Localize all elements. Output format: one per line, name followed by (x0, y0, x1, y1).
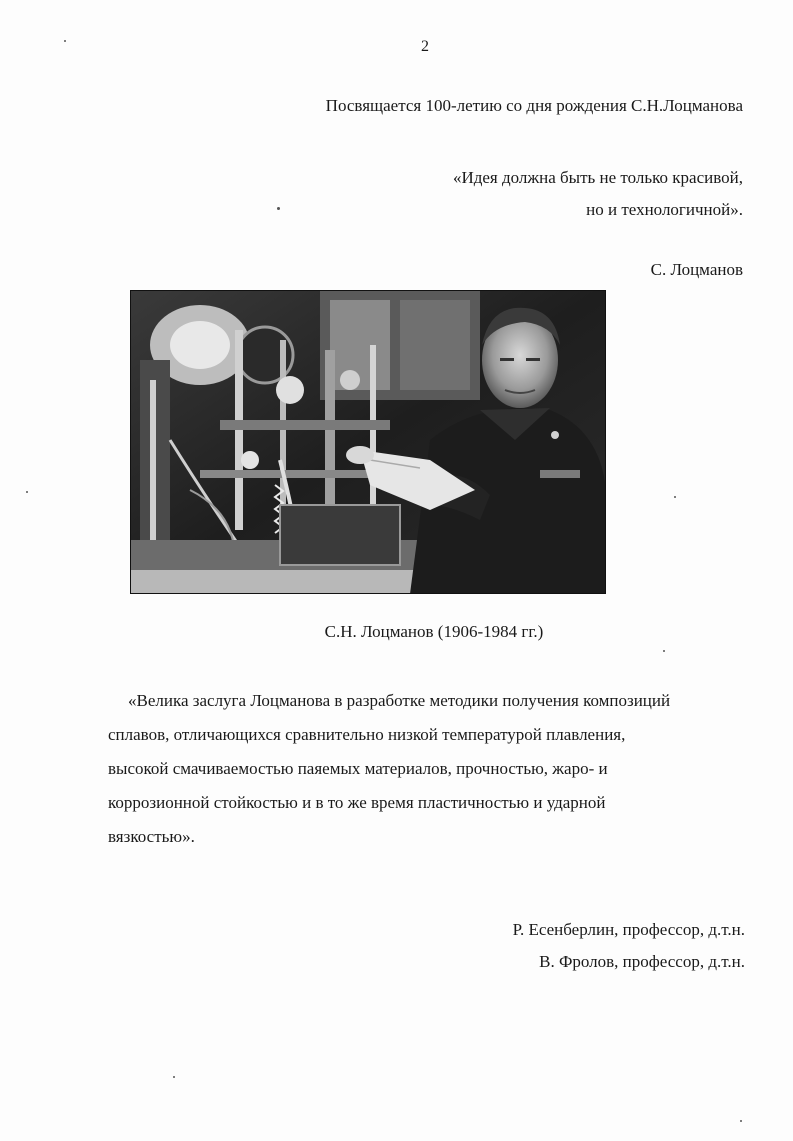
quote-line: коррозионной стойкостью и в то же время пластичностью и ударной (108, 793, 606, 812)
epigraph-author: С. Лоцманов (650, 260, 743, 279)
portrait-photo (130, 290, 606, 594)
photo-caption: С.Н. Лоцманов (1906-1984 гг.) (324, 622, 544, 641)
epigraph-line: но и технологичной». (586, 200, 743, 219)
scan-speck (674, 496, 676, 498)
quote-line: «Велика заслуга Лоцманова в разработке методики получения композиций (128, 691, 671, 710)
signature-line: В. Фролов, профессор, д.т.н. (539, 952, 745, 971)
quote-line: вязкостью». (108, 827, 195, 846)
scan-speck (740, 1120, 742, 1122)
scan-speck (64, 40, 66, 42)
signatures (513, 914, 745, 978)
signature-line: Р. Есенберлин, профессор, д.т.н. (512, 920, 745, 939)
page-number: 2 (421, 38, 429, 55)
epigraph-line: «Идея должна быть не только красивой, (452, 168, 743, 187)
photo-portrait-icon (130, 290, 606, 594)
scan-speck (173, 1076, 175, 1078)
epigraph (453, 162, 743, 226)
scan-speck (26, 491, 28, 493)
dedication: Посвящается 100-летию со дня рождения С.Н.Лоцманова (325, 96, 743, 115)
quote-paragraph (108, 684, 758, 854)
scan-speck (663, 650, 665, 652)
scan-speck (277, 207, 280, 210)
quote-line: высокой смачиваемостью паяемых материалов, прочностью, жаро- и (108, 759, 608, 778)
quote-line: сплавов, отличающихся сравнительно низкой температурой плавления, (108, 725, 626, 744)
